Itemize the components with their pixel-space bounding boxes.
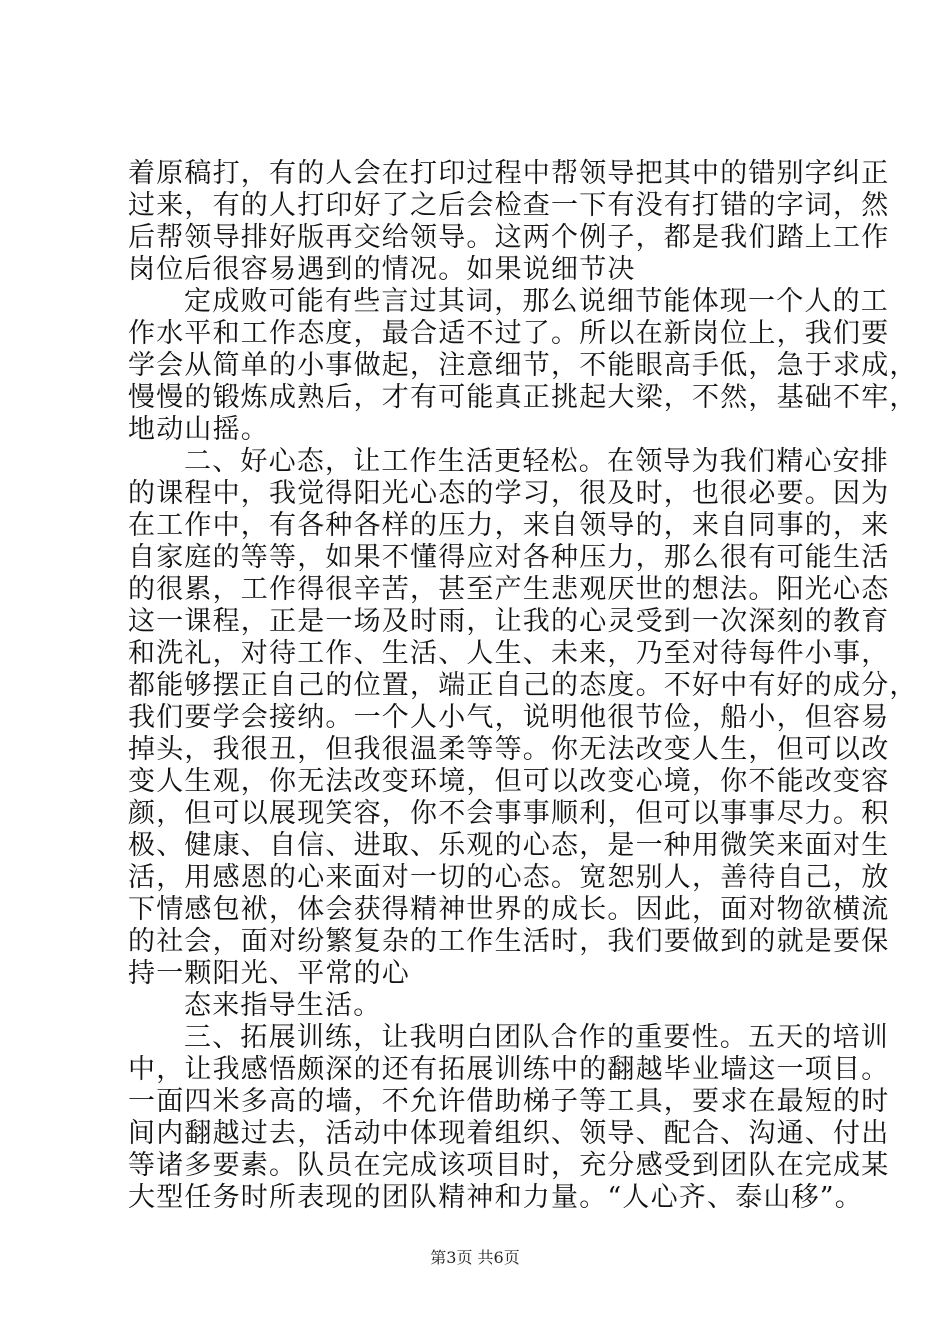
text-line: 岗位后很容易遇到的情况。如果说细节决 — [128, 254, 636, 285]
page-footer — [0, 1245, 950, 1268]
text-line: 一面四米多高的墙，不允许借助梯子等工具，要求在最短的时 — [128, 1086, 890, 1117]
text-line: 地动山摇。 — [128, 414, 269, 445]
text-line: 态来指导生活。 — [184, 990, 382, 1021]
text-line: 过来，有的人打印好了之后会检查一下有没有打错的字词，然 — [128, 190, 890, 221]
text-line: 的课程中，我觉得阳光心态的学习，很及时，也很必要。因为 — [128, 478, 890, 509]
text-line: 掉头，我很丑，但我很温柔等等。你无法改变人生，但可以改 — [128, 734, 890, 765]
text-line: 等诸多要素。队员在完成该项目时，充分感受到团队在完成某 — [128, 1150, 890, 1181]
text-line: 颜，但可以展现笑容，你不会事事顺利，但可以事事尽力。积 — [128, 798, 890, 829]
text-line: 学会从简单的小事做起，注意细节，不能眼高手低，急于求成， — [128, 350, 918, 381]
text-line: 作水平和工作态度，最合适不过了。所以在新岗位上，我们要 — [128, 318, 890, 349]
text-line: 在工作中，有各种各样的压力，来自领导的，来自同事的，来 — [128, 510, 890, 541]
text-line: 活，用感恩的心来面对一切的心态。宽恕别人，善待自己，放 — [128, 862, 890, 893]
text-line: 慢慢的锻炼成熟后，才有可能真正挑起大梁，不然，基础不牢， — [128, 382, 918, 413]
text-line: 都能够摆正自己的位置，端正自己的态度。不好中有好的成分， — [128, 670, 918, 701]
text-line: 中，让我感悟颇深的还有拓展训练中的翻越毕业墙这一项目。 — [128, 1054, 890, 1085]
text-line: 变人生观，你无法改变环境，但可以改变心境，你不能改变容 — [128, 766, 890, 797]
text-line: 的很累，工作得很辛苦，甚至产生悲观厌世的想法。阳光心态 — [128, 574, 890, 605]
text-line: 三、拓展训练，让我明白团队合作的重要性。五天的培训 — [184, 1022, 889, 1053]
text-line: 我们要学会接纳。一个人小气，说明他很节俭，船小，但容易 — [128, 702, 890, 733]
text-line: 和洗礼，对待工作、生活、人生、未来，乃至对待每件小事， — [128, 638, 890, 669]
document-body — [128, 158, 918, 1214]
text-line: 极、健康、自信、进取、乐观的心态，是一种用微笑来面对生 — [128, 830, 890, 861]
text-line: 定成败可能有些言过其词，那么说细节能体现一个人的工 — [184, 286, 889, 317]
text-line: 的社会，面对纷繁复杂的工作生活时，我们要做到的就是要保 — [128, 926, 890, 957]
text-line: 自家庭的等等，如果不懂得应对各种压力，那么很有可能生活 — [128, 542, 890, 573]
text-line: 大型任务时所表现的团队精神和力量。“人心齐、泰山移”。 — [128, 1182, 864, 1213]
text-line: 持一颗阳光、平常的心 — [128, 958, 410, 989]
text-line: 这一课程，正是一场及时雨，让我的心灵受到一次深刻的教育 — [128, 606, 890, 637]
text-line: 二、好心态，让工作生活更轻松。在领导为我们精心安排 — [184, 446, 889, 477]
text-line: 间内翻越过去，活动中体现着组织、领导、配合、沟通、付出 — [128, 1118, 890, 1149]
text-line: 下情感包袱，体会获得精神世界的成长。因此，面对物欲横流 — [128, 894, 890, 925]
text-line: 后帮领导排好版再交给领导。这两个例子，都是我们踏上工作 — [128, 222, 890, 253]
text-line: 着原稿打，有的人会在打印过程中帮领导把其中的错别字纠正 — [128, 158, 890, 189]
page-number-label: 第3页 共6页 — [430, 1248, 520, 1267]
